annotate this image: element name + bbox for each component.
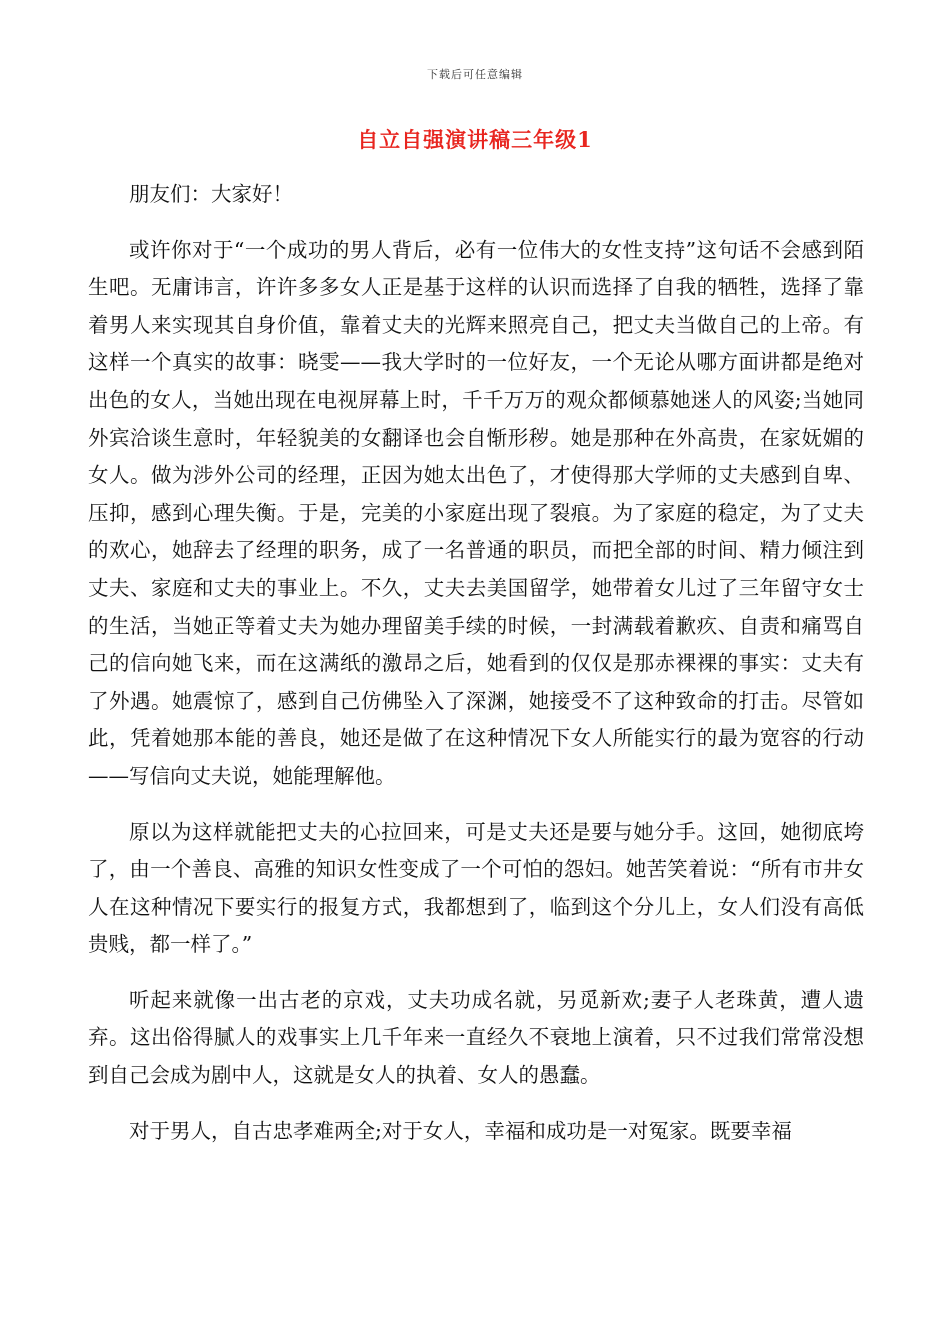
body-paragraph-3: 听起来就像一出古老的京戏，丈夫功成名就，另觅新欢;妻子人老珠黄，遭人遗弃。这出俗得腻人的戏事实上几千年来一直经久不衰地上演着，只不过我们常常没想到自己会成为剧中人，这就是女人的执着、女人的愚蠢。 (88, 987, 864, 1088)
greeting-line: 朋友们：大家好！ (129, 182, 293, 206)
document-body (88, 176, 864, 1168)
body-paragraph-1: 或许你对于“一个成功的男人背后，必有一位伟大的女性支持”这句话不会感到陌生吧。无庸讳言，许许多多女人正是基于这样的认识而选择了自我的牺牲，选择了靠着男人来实现其自身价值，靠着丈夫的光辉来照亮自己，把丈夫当做自己的上帝。有这样一个真实的故事：晓雯——我大学时的一位好友，一个无论从哪方面讲都是绝对出色的女人，当她出现在电视屏幕上时，千千万万的观众都倾慕她迷人的风姿;当她同外宾洽谈生意时，年轻貌美的女翻译也会自惭形秽。她是那种在外高贵，在家妩媚的女人。做为涉外公司的经理，正因为她太出色了，才使得那大学师的丈夫感到自卑、压抑，感到心理失衡。于是，完美的小家庭出现了裂痕。为了家庭的稳定，为了丈夫的欢心，她辞去了经理的职务，成了一名普通的职员，而把全部的时间、精力倾注到丈夫、家庭和丈夫的事业上。不久，丈夫去美国留学，她带着女儿过了三年留守女士的生活，当她正等着丈夫为她办理留美手续的时候，一封满载着歉疚、自责和痛骂自己的信向她飞来，而在这满纸的激昂之后，她看到的仅仅是那赤裸裸的事实：丈夫有了外遇。她震惊了，感到自己仿佛坠入了深渊，她接受不了这种致命的打击。尽管如此，凭着她那本能的善良，她还是做了在这种情况下女人所能实行的最为宽容的行动——写信向丈夫说，她能理解他。 (88, 237, 864, 788)
body-paragraph-4: 对于男人，自古忠孝难两全;对于女人，幸福和成功是一对冤家。既要幸福 (129, 1118, 792, 1143)
document-title: 自立自强演讲稿三年级1 (357, 127, 593, 152)
header-note: 下载后可任意编辑 (427, 68, 523, 81)
body-paragraph-2: 原以为这样就能把丈夫的心拉回来，可是丈夫还是要与她分手。这回，她彻底垮了，由一个善良、高雅的知识女性变成了一个可怕的怨妇。她苦笑着说：“所有市井女人在这种情况下要实行的报复方式，我都想到了，临到这个分儿上，女人们没有高低贵贱，都一样了。” (88, 819, 864, 957)
